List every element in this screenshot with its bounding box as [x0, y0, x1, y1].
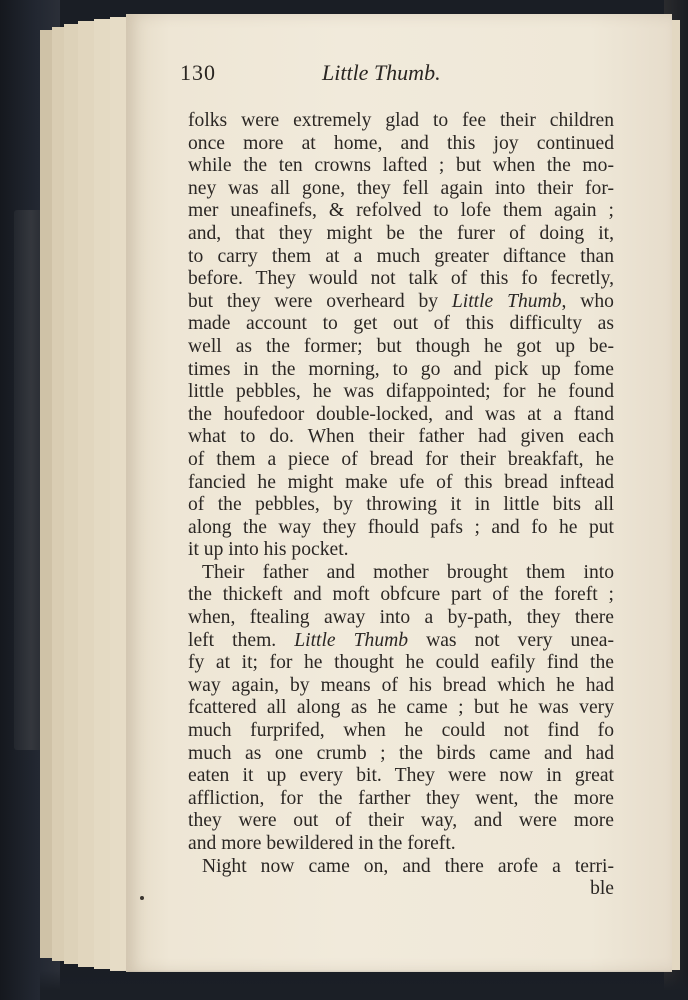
bottom-shadow: [40, 970, 688, 1000]
running-title: Little Thumb.: [322, 60, 441, 85]
text-line: before. They would not talk of this fo fecretly,: [188, 268, 614, 290]
character-name: Little Thumb: [451, 290, 562, 312]
page-header: [180, 60, 620, 94]
character-name: Little Thumb: [294, 629, 409, 651]
text-line: ney was all gone, they fell again into their for-: [188, 177, 614, 199]
book-page: [126, 14, 672, 972]
text-line: made account to get out of this difficulty as: [188, 313, 614, 335]
text-line: and, that they might be the furer of doing it,: [188, 222, 614, 244]
text-line: much as one crumb ; the birds came and had: [188, 742, 614, 764]
text-line: the houfedoor double-locked, and was at a ftand: [188, 403, 614, 425]
text-line: once more at home, and this joy continued: [188, 132, 614, 154]
catchword: ble: [590, 878, 614, 900]
text-line: of them a piece of bread for their breakfaft, he: [188, 448, 614, 470]
text-run: , who: [561, 290, 614, 312]
text-line: well as the former; but though he got up be-: [188, 335, 614, 357]
paragraph-start-line: Their father and mother brought them into: [202, 561, 614, 583]
text-line: way again, by means of his bread which he had: [188, 674, 614, 696]
text-line: fy at it; for he thought he could eafily find the: [188, 652, 614, 674]
page-number: 130: [180, 60, 216, 85]
text-line: fcattered all along as he came ; but he was very: [188, 697, 614, 719]
margin-mark: [140, 896, 144, 900]
text-line: folks were extremely glad to fee their children: [188, 110, 614, 131]
text-line: mer uneafinefs, & refolved to lofe them again ;: [188, 200, 614, 222]
text-line: along the way they fhould pafs ; and fo he put: [188, 516, 614, 538]
paragraph-end-line: it up into his pocket.: [188, 539, 349, 561]
text-line: to carry them at a much greater diftance than: [188, 245, 614, 267]
text-run: was not very unea-: [408, 629, 614, 651]
text-line: what to do. When their father had given each: [188, 426, 614, 448]
text-run: but they were overheard by: [188, 290, 452, 312]
body-text: [188, 110, 614, 901]
text-line: affliction, for the farther they went, the more: [188, 787, 614, 809]
text-line: [188, 630, 614, 653]
paragraph-end-line: and more bewildered in the foreft.: [188, 833, 456, 854]
text-line: when, ftealing away into a by-path, they there: [188, 607, 614, 629]
text-line: [188, 291, 614, 314]
text-line: little pebbles, he was difappointed; for he found: [188, 381, 614, 403]
text-line: much furprifed, when he could not find fo: [188, 720, 614, 742]
text-line: the thickeft and moft obfcure part of the foreft ;: [188, 584, 614, 606]
text-line: they were out of their way, and were more: [188, 810, 614, 832]
text-line: fancied he might make ufe of this bread inftead: [188, 471, 614, 493]
paragraph-start-line: Night now came on, and there arofe a terri-: [202, 855, 614, 877]
text-line: eaten it up every bit. They were now in great: [188, 765, 614, 787]
text-line: times in the morning, to go and pick up fome: [188, 358, 614, 380]
text-run: left them.: [188, 629, 295, 651]
text-line: while the ten crowns lafted ; but when the mo-: [188, 155, 614, 177]
text-line: of the pebbles, by throwing it in little bits all: [188, 494, 614, 516]
